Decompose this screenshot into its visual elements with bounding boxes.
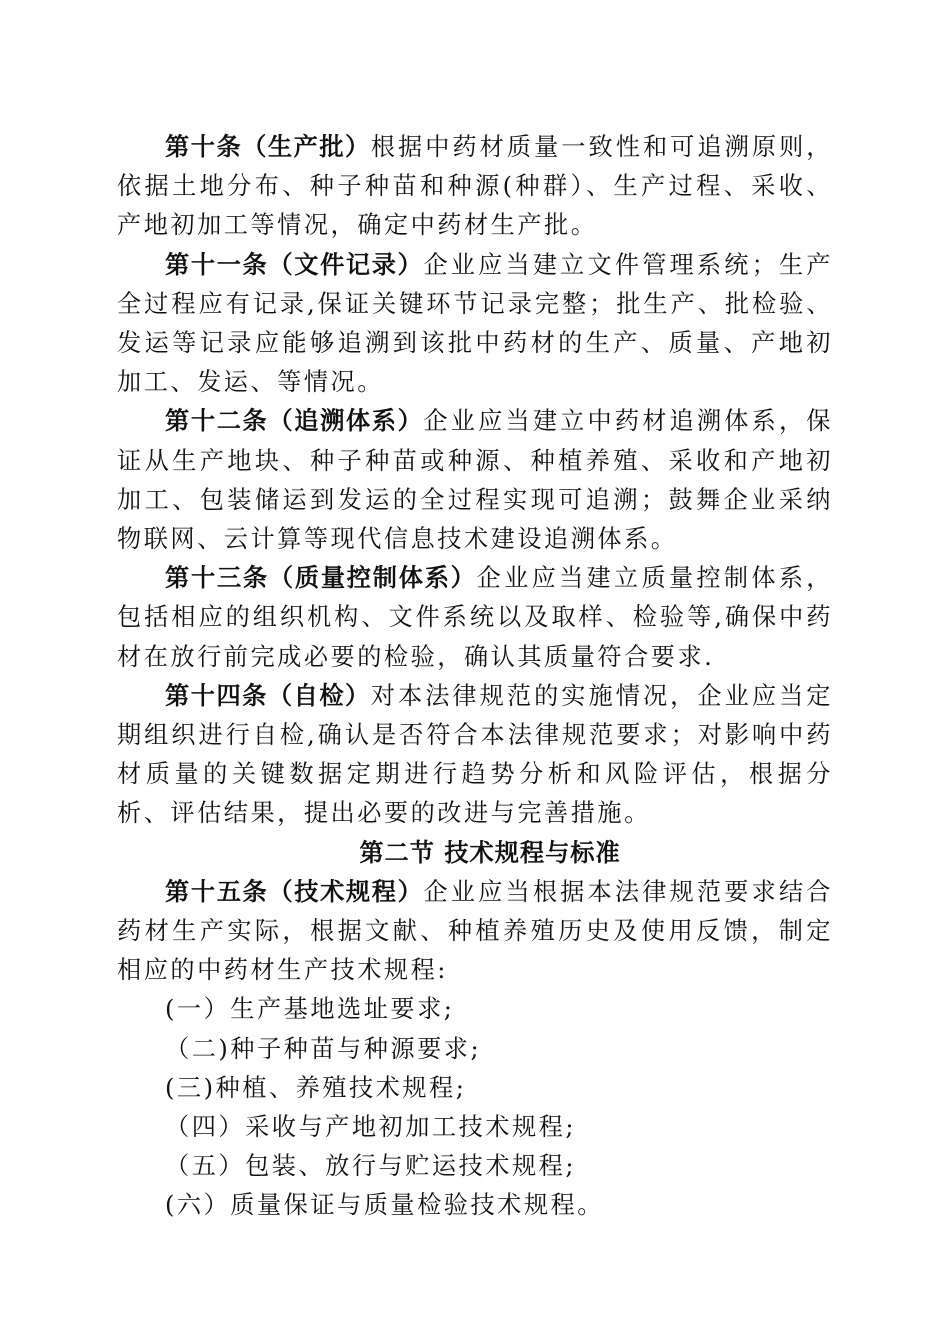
article-title: 第十二条（追溯体系） [165, 407, 424, 436]
article-paragraph [117, 559, 833, 677]
article-title: 第十条（生产批） [165, 133, 371, 161]
list-item: （五）包装、放行与贮运技术规程; [165, 1152, 576, 1181]
list-item: （二)种子种苗与种源要求; [165, 1034, 482, 1063]
article-text: 企业应当建立中药材追溯体系，保证从生产地块、种子种苗或种源、种植养殖、采收和产地初加工、包装储运到发运的全过程实现可追溯；鼓舞企业采纳物联网、云计算等现代信息技术建设追溯体系。 [117, 407, 833, 554]
list-item: (六）质量保证与质量检验技术规程。 [165, 1191, 604, 1220]
article-paragraph [117, 402, 833, 559]
list-item: (一）生产基地选址要求; [165, 995, 455, 1024]
article-title: 第十四条（自检） [165, 681, 371, 710]
article-paragraph [117, 873, 833, 991]
article-paragraph [117, 246, 833, 403]
article-text: 企业应当建立质量控制体系，包括相应的组织机构、文件系统以及取样、检验等,确保中药材在放行前完成必要的检验，确认其质量符合要求. [117, 564, 833, 671]
section-heading: 第二节 技术规程与标准 [359, 838, 621, 867]
article-paragraph [117, 677, 833, 834]
article-paragraph [117, 128, 833, 246]
list-item: （四）采收与产地初加工技术规程; [165, 1113, 576, 1142]
article-text: 对本法律规范的实施情况，企业应当定期组织进行自检,确认是否符合本法律规范要求；对影响中药材质量的关键数据定期进行趋势分析和风险评估，根据分析、评估结果，提出必要的改进与完善措施。 [117, 681, 833, 828]
list-item: (三)种植、养殖技术规程; [165, 1073, 467, 1102]
article-title: 第十三条（质量控制体系） [165, 564, 477, 593]
article-title: 第十五条（技术规程） [165, 877, 424, 906]
document-body [117, 128, 833, 1226]
article-text: 企业应当建立文件管理系统；生产全过程应有记录,保证关键环节记录完整；批生产、批检验、发运等记录应能够追溯到该批中药材的生产、质量、产地初加工、发运、等情况。 [117, 250, 833, 397]
article-text: 企业应当根据本法律规范要求结合药材生产实际，根据文献、种植养殖历史及使用反馈，制定相应的中药材生产技术规程: [117, 877, 833, 985]
article-title: 第十一条（文件记录） [165, 250, 424, 279]
article-text: 根据中药材质量一致性和可追溯原则，依据土地分布、种子种苗和种源(种群）、生产过程、采收、产地初加工等情况，确定中药材生产批。 [117, 133, 833, 240]
